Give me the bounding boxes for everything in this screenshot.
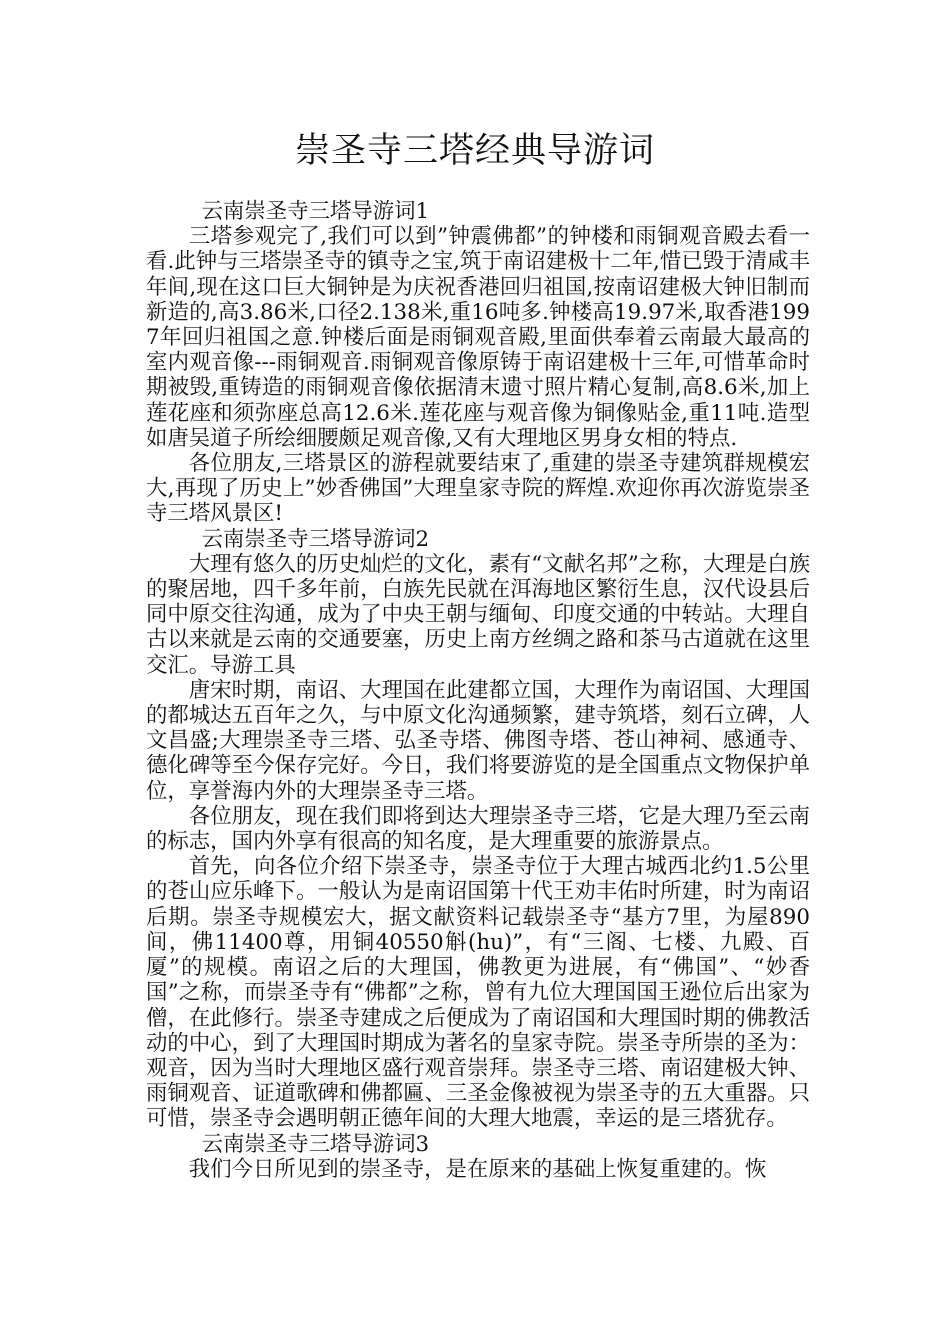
paragraph: 各位朋友，现在我们即将到达大理崇圣寺三塔，它是大理乃至云南的标志，国内外享有很高的知名度，是大理重要的旅游景点。 <box>146 803 810 855</box>
paragraph: 大理有悠久的历史灿烂的文化，素有“文献名邦”之称，大理是白族的聚居地，四千多年前，白族先民就在洱海地区繁衍生息，汉代设县后同中原交往沟通，成为了中央王朝与缅甸、印度交通的中转站。大理自古以来就是云南的交通要塞，历史上南方丝绸之路和茶马古道就在这里交汇。导游工具 <box>146 551 810 678</box>
paragraph: 首先，向各位介绍下崇圣寺，崇圣寺位于大理古城西北约1.5公里的苍山应乐峰下。一般认为是南诏国第十代王劝丰佑时所建，时为南诏后期。崇圣寺规模宏大，据文献资料记载崇圣寺“基方7里，为屋890间，佛11400尊，用铜40550斛(hu)”，有“三阁、七楼、九殿、百厦”的规模。南诏之后的大理国，佛教更为进展，有“佛国”、“妙香国”之称，而崇圣寺有“佛都”之称，曾有九位大理国国王逊位后出家为僧，在此修行。崇圣寺建成之后便成为了南诏国和大理国时期的佛教活动的中心，到了大理国时期成为著名的皇家寺院。崇圣寺所崇的圣为：观音，因为当时大理地区盛行观音崇拜。崇圣寺三塔、南诏建极大钟、雨铜观音、证道歌碑和佛都匾、三圣金像被视为崇圣寺的五大重器。只可惜，崇圣寺会遇明朝正德年间的大理大地震，幸运的是三塔犹存。 <box>146 854 810 1132</box>
paragraph: 唐宋时期，南诏、大理国在此建都立国，大理作为南诏国、大理国的都城达五百年之久，与中原文化沟通频繁，建寺筑塔，刻石立碑，人文昌盛;大理崇圣寺三塔、弘圣寺塔、佛图寺塔、苍山神祠、感通寺、德化碑等至今保存完好。今日，我们将要游览的是全国重点文物保护单位，享誉海内外的大理崇圣寺三塔。 <box>146 677 810 804</box>
paragraph: 三塔参观完了,我们可以到”钟震佛都”的钟楼和雨铜观音殿去看一看.此钟与三塔崇圣寺的镇寺之宝,筑于南诏建极十二年,惜已毁于清咸丰年间,现在这口巨大铜钟是为庆祝香港回归祖国,按南诏建极大钟旧制而新造的,高3.86米,口径2.138米,重16吨多.钟楼高19.97米,取香港1997年回归祖国之意.钟楼后面是雨铜观音殿,里面供奉着云南最大最高的室内观音像---雨铜观音.雨铜观音像原铸于南诏建极十三年,可惜革命时期被毁,重铸造的雨铜观音像依据清末遗寸照片精心复制,高8.6米,加上莲花座和须弥座总高12.6米.莲花座与观音像为铜像贴金,重11吨.造型如唐吴道子所绘细腰颇足观音像,又有大理地区男身女相的特点. <box>146 224 810 451</box>
section-heading: 云南崇圣寺三塔导游词3 <box>201 1131 430 1157</box>
section-heading: 云南崇圣寺三塔导游词1 <box>201 199 430 224</box>
document-title: 崇圣寺三塔经典导游词 <box>294 131 655 171</box>
paragraph: 我们今日所见到的崇圣寺，是在原来的基础上恢复重建的。恢 <box>188 1156 767 1182</box>
paragraph: 各位朋友,三塔景区的游程就要结束了,重建的崇圣寺建筑群规模宏大,再现了历史上”妙香佛国”大理皇家寺院的辉煌.欢迎你再次游览崇圣寺三塔风景区! <box>146 451 810 527</box>
section-heading: 云南崇圣寺三塔导游词2 <box>201 526 430 552</box>
document-body <box>146 199 810 1182</box>
